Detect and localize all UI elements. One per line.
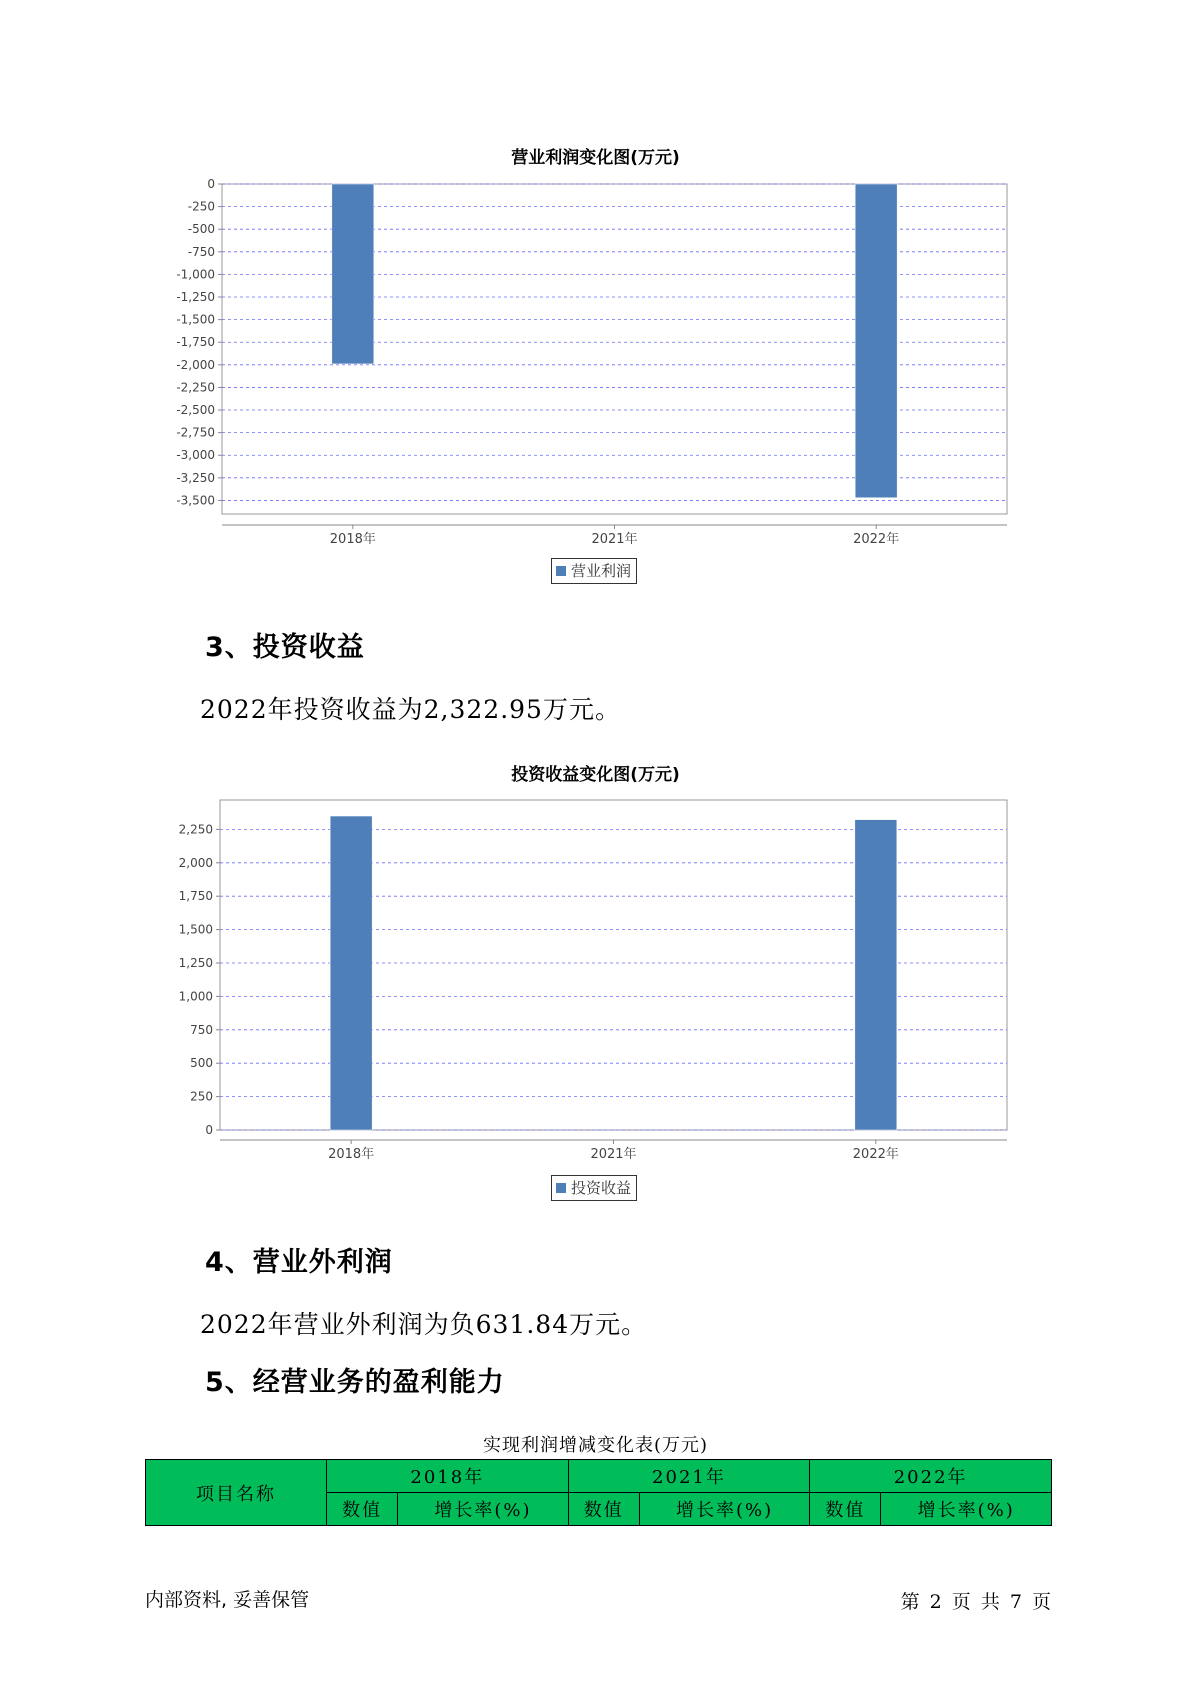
chart-title-operating-profit: 营业利润变化图(万元) (511, 148, 680, 168)
x-tick-label: 2018年 (329, 532, 376, 547)
bar (330, 816, 372, 1130)
y-tick-label: -3,000 (176, 448, 215, 463)
y-tick-label: -250 (187, 199, 215, 214)
legend-label: 营业利润 (571, 562, 632, 580)
y-tick-label: -1,750 (176, 335, 215, 350)
y-tick-label: -3,250 (176, 470, 215, 485)
x-tick-label: 2021年 (591, 532, 638, 547)
growth-header: 增长率(%) (639, 1493, 809, 1526)
item-name-header: 项目名称 (146, 1460, 327, 1526)
y-tick-label: -2,750 (176, 425, 215, 440)
y-tick-label: -3,500 (176, 493, 215, 508)
profit-change-table (145, 1459, 1052, 1526)
section-4-heading: 4、营业外利润 (205, 1247, 393, 1278)
table-caption: 实现利润增减变化表(万元) (482, 1435, 709, 1456)
section-5-heading: 5、经营业务的盈利能力 (205, 1367, 505, 1398)
y-tick-label: 1,000 (178, 989, 213, 1004)
year-header: 2022年 (810, 1460, 1052, 1493)
value-header: 数值 (568, 1493, 639, 1526)
x-tick-label: 2022年 (852, 1147, 899, 1162)
y-tick-label: -500 (187, 222, 215, 237)
y-tick-label: 1,500 (178, 922, 213, 937)
bar (855, 820, 897, 1130)
y-tick-label: -2,500 (176, 403, 215, 418)
x-tick-label: 2018年 (328, 1147, 375, 1162)
y-tick-label: 2,250 (178, 822, 213, 837)
value-header: 数值 (810, 1493, 881, 1526)
value-header: 数值 (327, 1493, 398, 1526)
chart-legend-investment-income (551, 1175, 637, 1201)
chart-title-investment-income: 投资收益变化图(万元) (511, 765, 680, 785)
y-tick-label: 2,000 (178, 855, 213, 870)
y-tick-label: 500 (190, 1056, 213, 1071)
y-tick-label: 750 (190, 1022, 213, 1037)
y-tick-label: -1,000 (176, 267, 215, 282)
section-4-text: 2022年营业外利润为负631.84万元。 (200, 1310, 648, 1339)
growth-header: 增长率(%) (398, 1493, 568, 1526)
year-header: 2018年 (327, 1460, 569, 1493)
section-3-text: 2022年投资收益为2,322.95万元。 (200, 695, 621, 724)
legend-label: 投资收益 (571, 1179, 632, 1197)
y-tick-label: 1,750 (178, 889, 213, 904)
y-tick-label: 1,250 (178, 955, 213, 970)
legend-swatch (556, 1183, 566, 1193)
y-tick-label: -1,500 (176, 312, 215, 327)
y-tick-label: -750 (187, 244, 215, 259)
footer-page-number: 第 2 页 共 7 页 (900, 1591, 1051, 1613)
y-tick-label: 250 (190, 1089, 213, 1104)
x-tick-label: 2022年 (853, 532, 900, 547)
table-header-row-years (146, 1460, 1052, 1493)
growth-header: 增长率(%) (881, 1493, 1052, 1526)
year-header: 2021年 (568, 1460, 810, 1493)
x-tick-label: 2021年 (590, 1147, 637, 1162)
y-tick-label: -1,250 (176, 290, 215, 305)
y-tick-label: 0 (205, 1123, 213, 1137)
section-3-heading: 3、投资收益 (205, 632, 365, 663)
y-tick-label: -2,250 (176, 380, 215, 395)
y-tick-label: 0 (207, 177, 215, 191)
footer-confidential: 内部资料, 妥善保管 (145, 1589, 310, 1611)
y-tick-label: -2,000 (176, 357, 215, 372)
